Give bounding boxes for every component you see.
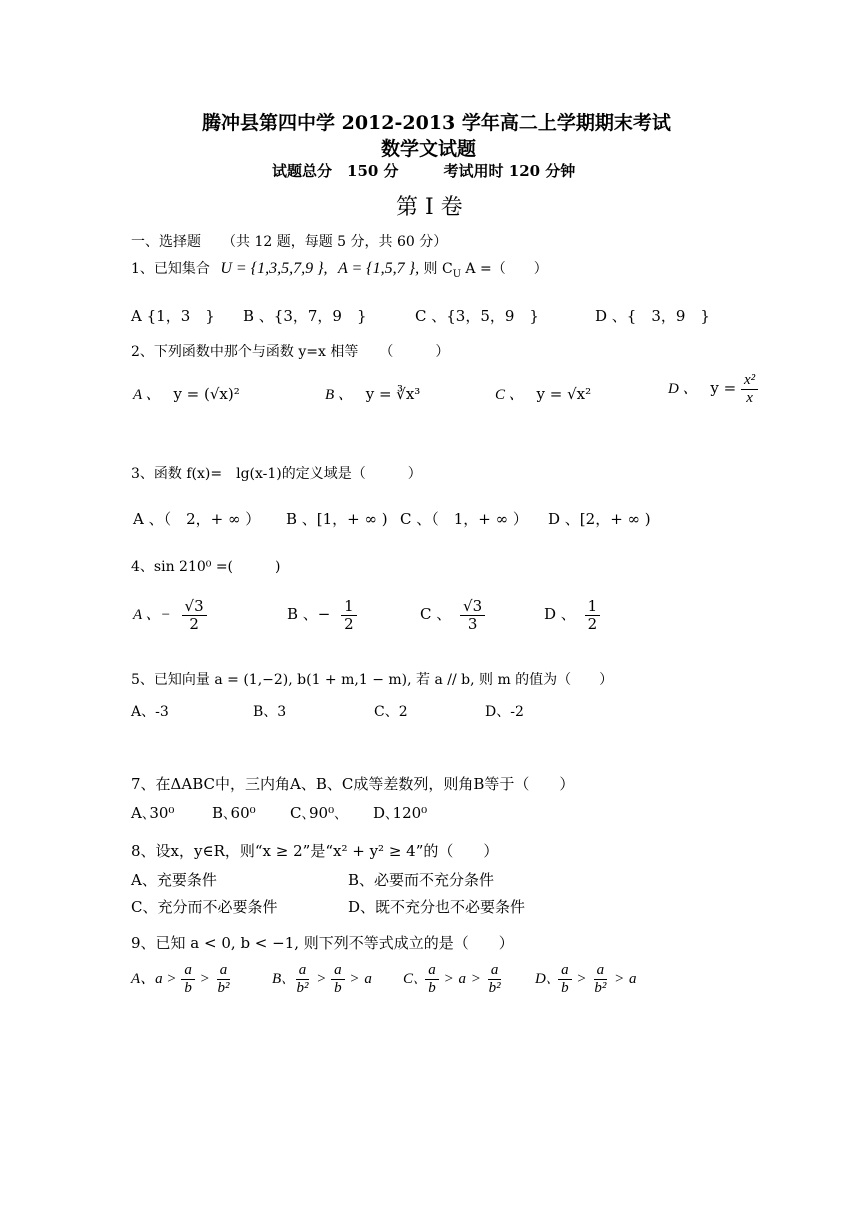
q7-option-b: B､60⁰ [212,804,256,822]
q3-option-d: D 、[2，+ ∞ ) [548,510,651,528]
q4-b-num: 1 [341,598,357,616]
q9-c-frac2 [486,962,504,996]
q2-b-expr: y = ∛x³ [365,385,421,403]
q8-option-a: A、充要条件 [131,871,217,889]
question-9-stem: 9、已知 a < 0, b < −1, 则下列不等式成立的是（ ） [131,934,514,952]
q9-a-f2-num: a [217,962,231,980]
q2-c-label: C 、 [495,387,524,403]
q9-option-a [131,962,233,996]
q9-c-f2-num: a [488,962,502,980]
q9-c-f1-num: a [425,962,439,980]
q5-option-c: C、2 [374,704,408,720]
question-3-stem: 3、函数 f(x)= lg(x-1)的定义域是（ ） [131,466,422,482]
q9-d-f2-num: a [594,962,608,980]
q9-b-label: B､ [272,971,289,987]
q4-a-den: 2 [189,614,199,633]
q9-d-f2-den: b² [594,979,607,996]
q1-option-d: D 、{ 3，9 } [595,307,710,325]
q8-option-c: C、充分而不必要条件 [131,898,278,916]
q4-option-d [544,598,600,632]
q9-b-f2-num: a [331,962,345,980]
q8-option-d: D、既不充分也不必要条件 [348,898,526,916]
q1-prefix: 1、已知集合 [131,261,210,277]
q5-option-b: B、3 [253,704,287,720]
q1-end: A =（ ） [465,261,548,277]
q9-a-gt: > [199,971,210,987]
exam-meta: 试题总分 150 分 考试用时 120 分钟 [272,162,576,180]
section-heading: 一、选择题 （共 12 题，每题 5 分，共 60 分） [131,234,448,250]
question-7-stem: 7、在ΔABC中，三内角A、B、C成等差数列，则角B等于（ ） [131,775,575,793]
q9-b-f1-den: b² [296,979,309,996]
q9-option-b [272,962,372,996]
q2-option-c [495,383,591,404]
q2-option-d [668,372,758,406]
volume-heading: 第 Ⅰ 卷 [396,195,463,220]
q2-option-b [325,383,420,404]
q8-option-b: B、必要而不充分条件 [348,871,495,889]
q9-b-f2-den: b [334,979,342,996]
exam-title: 腾冲县第四中学 2012-2013 学年高二上学期期末考试 [202,112,671,134]
q2-d-label: D 、 [668,381,698,397]
q9-a-f2-den: b² [217,979,230,996]
exam-subject: 数学文试题 [381,138,477,160]
q9-d-label: D､ [535,971,554,987]
q4-option-b [287,598,357,632]
q2-a-expr: y = (√x)² [173,385,240,403]
q7-option-a: A､30⁰ [131,804,175,822]
q9-b-a: a [364,971,372,987]
q9-c-f1-den: b [428,979,436,996]
q4-c-den: 3 [467,614,478,633]
q9-a-f1-den: b [184,979,192,996]
q4-d-den: 2 [587,614,598,633]
question-5-stem: 5、已知向量 a = (1,−2), b(1 + m,1 − m), 若 a // b, 则 m 的值为（ ） [131,672,614,688]
q9-b-frac2 [331,962,345,996]
q2-c-expr: y = √x² [536,385,592,403]
q9-c-a: a [458,971,466,987]
q4-c-label: C 、 [420,605,452,623]
q9-a-frac2 [215,962,233,996]
question-4-stem: 4、sin 210⁰ =( ) [131,559,281,575]
q4-b-den: 2 [344,614,354,633]
q4-b-fraction [341,598,357,632]
q9-c-label: C､ [403,971,421,987]
q2-a-label: A 、 [133,387,161,403]
q2-b-label: B 、 [325,387,353,403]
q4-c-fraction [460,598,485,632]
q4-d-fraction [585,598,601,632]
q3-option-b: B 、[1，+ ∞ ) [286,510,388,528]
q9-d-a: a [629,971,637,987]
q9-c-gt1: > [443,971,454,987]
q9-b-frac1 [293,962,311,996]
q4-option-c [420,598,485,632]
q7-option-d: D､120⁰ [373,804,428,822]
q1-option-c: C 、{3，5，9 } [415,307,539,325]
q2-option-a [133,383,240,404]
q4-a-fraction [182,598,207,632]
q4-c-num: √3 [460,598,485,616]
q2-d-den: x [746,389,753,406]
q2-d-fraction [741,372,758,406]
q9-option-d [535,962,637,996]
q2-d-lhs: y = [710,379,737,397]
q9-c-frac1 [425,962,439,996]
q3-option-a: A 、（ 2，+ ∞ ） [133,510,261,528]
q7-option-c: C､90⁰､ [290,804,342,822]
q5-option-a: A、-3 [131,704,169,720]
q1-suffix: 则 C [423,261,453,277]
q9-d-f1-num: a [558,962,572,980]
q5-option-d: D、-2 [485,704,524,720]
q9-b-gt2: > [349,971,360,987]
q1-set-u: U = {1,3,5,7,9 }, [220,260,328,277]
q4-b-label: B 、− [287,605,331,623]
q9-a-label: A、a > [131,971,177,987]
q1-set-a: A = {1,5,7 }, [337,260,420,277]
q4-d-num: 1 [585,598,601,616]
q9-d-f1-den: b [561,979,569,996]
q4-d-label: D 、 [544,605,576,623]
q1-option-b: B 、{3，7，9 } [243,307,367,325]
q9-d-frac1 [558,962,572,996]
q9-b-f1-num: a [296,962,310,980]
question-8-stem: 8、设x，y∈R，则“x ≥ 2”是“x² + y² ≥ 4”的（ ） [131,842,499,860]
q3-option-c: C 、（ 1，+ ∞ ） [400,510,528,528]
q9-a-frac1 [181,962,195,996]
q9-option-c [403,962,504,996]
q9-c-f2-den: b² [488,979,501,996]
q9-a-f1-num: a [181,962,195,980]
question-1-stem [131,258,548,280]
q9-d-gt1: > [576,971,587,987]
q9-b-gt1: > [316,971,327,987]
q9-c-gt2: > [470,971,481,987]
q9-d-gt2: > [614,971,625,987]
q1-option-a: A {1，3 } [131,307,215,325]
q4-option-a [133,598,207,632]
question-2-stem: 2、下列函数中那个与函数 y=x 相等 （ ） [131,344,450,360]
q9-d-frac2 [591,962,609,996]
q4-a-label: A 、− [133,607,171,623]
q4-a-num: √3 [182,598,207,616]
q2-d-num: x² [741,372,758,390]
q1-sub-u: U [452,268,461,280]
